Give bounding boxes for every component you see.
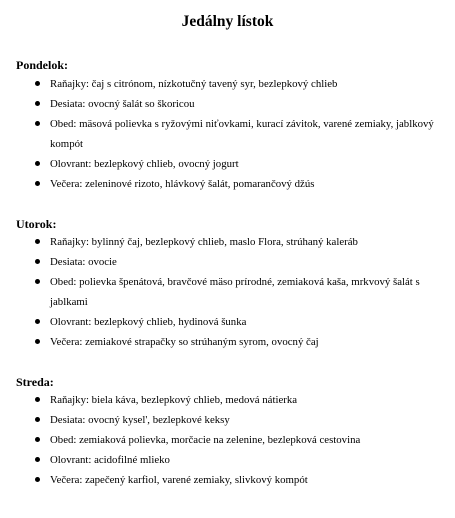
bullet-icon bbox=[35, 161, 40, 166]
day-heading-pondelok: Pondelok: bbox=[16, 58, 69, 72]
meal-item bbox=[0, 114, 455, 154]
day-heading-utorok: Utorok: bbox=[16, 217, 57, 231]
meal-item bbox=[0, 74, 455, 94]
meal-text: Olovrant: bezlepkový chlieb, ovocný jogurt bbox=[50, 158, 239, 170]
day-heading-streda: Streda: bbox=[16, 375, 54, 389]
meal-text: Desiata: ovocný šalát so škoricou bbox=[50, 98, 195, 110]
meal-text: Desiata: ovocný kysel', bezlepkové keksy bbox=[50, 414, 230, 426]
meal-item bbox=[0, 154, 455, 174]
bullet-icon bbox=[35, 319, 40, 324]
meal-text: Večera: zeleninové rizoto, hlávkový šalát, pomarančový džús bbox=[50, 178, 315, 190]
bullet-icon bbox=[35, 457, 40, 462]
meal-text: Desiata: ovocie bbox=[50, 256, 117, 268]
bullet-icon bbox=[35, 279, 40, 284]
meal-item bbox=[0, 252, 455, 272]
meal-text: Obed: zemiaková polievka, morčacie na zelenine, bezlepková cestovina bbox=[50, 434, 361, 446]
bullet-icon bbox=[35, 259, 40, 264]
meal-text: Olovrant: acidofilné mlieko bbox=[50, 454, 170, 466]
meal-item bbox=[0, 174, 455, 194]
bullet-icon bbox=[35, 437, 40, 442]
meal-item bbox=[0, 430, 455, 450]
meal-text: Obed: polievka špenátová, bravčové mäso prírodné, zemiaková kaša, mrkvový šalát s jablkami bbox=[50, 276, 420, 308]
meal-item bbox=[0, 332, 455, 352]
meal-list-streda bbox=[0, 390, 455, 490]
bullet-icon bbox=[35, 417, 40, 422]
meal-text: Raňajky: čaj s citrónom, nízkotučný tavený syr, bezlepkový chlieb bbox=[50, 78, 338, 90]
bullet-icon bbox=[35, 477, 40, 482]
bullet-icon bbox=[35, 181, 40, 186]
meal-item bbox=[0, 232, 455, 252]
bullet-icon bbox=[35, 239, 40, 244]
meal-item bbox=[0, 410, 455, 430]
meal-item bbox=[0, 312, 455, 332]
document-title: Jedálny lístok bbox=[181, 13, 274, 30]
meal-text: Večera: zemiakové strapačky so strúhaným syrom, ovocný čaj bbox=[50, 336, 319, 348]
meal-item bbox=[0, 94, 455, 114]
meal-text: Olovrant: bezlepkový chlieb, hydinová šunka bbox=[50, 316, 247, 328]
meal-list-utorok bbox=[0, 232, 455, 352]
meal-text: Raňajky: biela káva, bezlepkový chlieb, medová nátierka bbox=[50, 394, 298, 406]
bullet-icon bbox=[35, 121, 40, 126]
bullet-icon bbox=[35, 81, 40, 86]
bullet-icon bbox=[35, 339, 40, 344]
meal-text: Večera: zapečený karfiol, varené zemiaky, slivkový kompót bbox=[50, 474, 308, 486]
meal-item bbox=[0, 390, 455, 410]
meal-text: Raňajky: bylinný čaj, bezlepkový chlieb, maslo Flora, strúhaný kaleráb bbox=[50, 236, 358, 248]
meal-list-pondelok bbox=[0, 74, 455, 194]
bullet-icon bbox=[35, 397, 40, 402]
bullet-icon bbox=[35, 101, 40, 106]
meal-item bbox=[0, 450, 455, 470]
meal-item bbox=[0, 470, 455, 490]
meal-text: Obed: mäsová polievka s ryžovými niťovkami, kurací závitok, varené zemiaky, jablkový kompót bbox=[50, 118, 434, 150]
meal-item bbox=[0, 272, 455, 312]
